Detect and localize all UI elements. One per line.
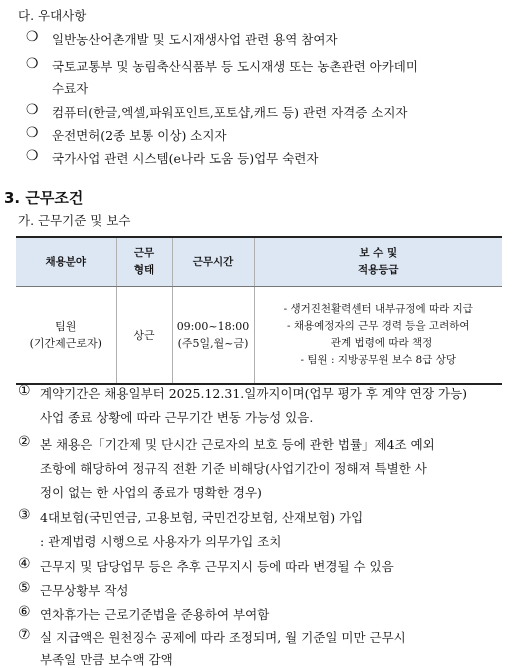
cell-field: [16, 287, 116, 385]
table-row: [16, 287, 502, 385]
note-marker: ⑤: [18, 580, 31, 596]
header-field: [16, 237, 116, 287]
note-line: 4대보험(국민연금, 고용보험, 국민건강보험, 산재보험) 가입: [40, 510, 364, 525]
preference-item: 일반농산어촌개발 및 도시재생사업 관련 용역 참여자: [52, 32, 338, 47]
header-hours-label: 근무시간: [192, 255, 234, 268]
bullet-circle-icon: ❍: [26, 29, 39, 45]
bullet-circle-icon: ❍: [26, 148, 39, 164]
bullet-circle-icon: ❍: [26, 56, 39, 72]
note-line: 근무상황부 작성: [40, 583, 129, 598]
preference-item-continuation: 수료자: [52, 81, 89, 96]
note-line: 연차휴가는 근로기준법을 준용하여 부여함: [40, 607, 270, 622]
pay-line: - 생거진천활력센터 내부규정에 따라 지급: [283, 303, 473, 315]
section-subtitle: 가. 근무기준 및 보수: [18, 213, 131, 228]
header-field-label: 채용분야: [45, 255, 87, 268]
note-line: : 관계법령 시행으로 사용자가 의무가입 조치: [40, 534, 282, 549]
pay-line: 관계 법령에 따라 책정: [324, 337, 433, 349]
preference-item: 컴퓨터(한글,엑셀,파워포인트,포토샵,캐드 등) 관련 자격증 소지자: [52, 105, 408, 120]
pay-line: - 팀원 : 지방공무원 보수 8급 상당: [300, 354, 456, 366]
cell-field-text: 팀원 (기간제근로자): [29, 320, 102, 350]
section-title: 3. 근무조건: [4, 189, 84, 207]
preference-item: 국가사업 관련 시스템(e나라 도움 등)업무 숙련자: [52, 151, 319, 166]
preferences-heading: 다. 우대사항: [18, 8, 87, 23]
note-marker: ③: [18, 507, 31, 523]
pay-line: - 채용예정자의 근무 경력 등을 고려하여: [286, 320, 470, 332]
note-marker: ①: [18, 383, 31, 399]
preference-item: 국토교통부 및 농림축산식품부 등 도시재생 또는 농촌관련 아카데미: [52, 59, 418, 74]
header-hours: [172, 237, 254, 287]
header-pay: [254, 237, 502, 287]
bullet-circle-icon: ❍: [26, 102, 39, 118]
note-line: 부족일 만큼 보수액 감액: [40, 652, 173, 667]
table-header-row: [16, 237, 502, 287]
cell-pay: [254, 287, 502, 385]
note-line: 실 지급액은 원천징수 공제에 따라 조정되며, 월 기준일 미만 근무시: [40, 630, 406, 645]
note-line: 조항에 해당하여 정규직 전환 기준 비해당(사업기간이 정해져 특별한 사: [40, 461, 427, 476]
note-marker: ④: [18, 556, 31, 572]
note-line: 근무지 및 담당업무 등은 추후 근무지시 등에 따라 변경될 수 있음: [40, 559, 394, 574]
preference-item: 운전면허(2종 보통 이상) 소지자: [52, 128, 227, 143]
bullet-circle-icon: ❍: [26, 125, 39, 141]
header-type-label: 근무 형태: [133, 247, 155, 276]
cell-type-text: 상근: [133, 328, 155, 342]
work-conditions-table: [16, 236, 502, 385]
note-marker: ⑥: [18, 604, 31, 620]
cell-type: [116, 287, 172, 385]
cell-hours-text: 09:00~18:00 (주5일,월~금): [176, 320, 250, 350]
cell-hours: [172, 287, 254, 385]
note-line: 사업 종료 상황에 따라 근무기간 변동 가능성 있음.: [40, 410, 314, 425]
note-marker: ⑦: [18, 627, 31, 643]
note-line: 본 채용은「기간제 및 단시간 근로자의 보호 등에 관한 법률」제4조 예외: [40, 437, 435, 452]
note-line: 계약기간은 채용일부터 2025.12.31.일까지이며(업무 평가 후 계약 연장 가능): [40, 386, 468, 401]
header-pay-label: 보 수 및 적용등급: [357, 247, 399, 276]
note-line: 정이 없는 한 사업의 종료가 명확한 경우): [40, 485, 262, 500]
note-marker: ②: [18, 434, 31, 450]
header-type: [116, 237, 172, 287]
